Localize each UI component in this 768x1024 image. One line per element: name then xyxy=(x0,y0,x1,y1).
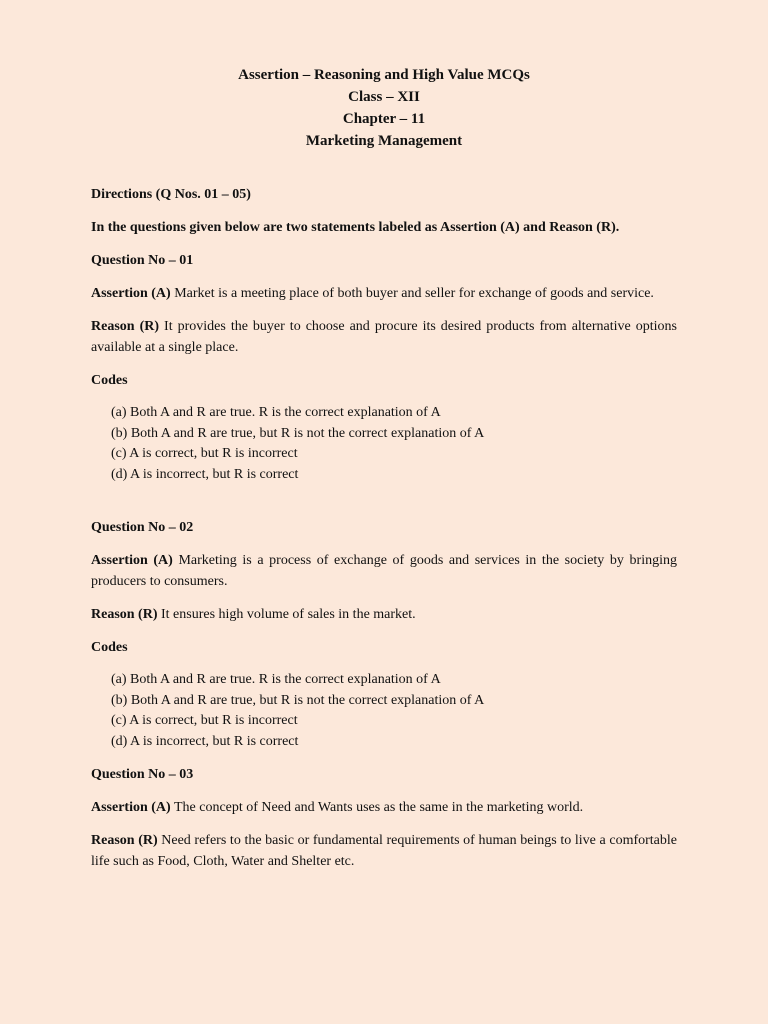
assertion-03 xyxy=(91,797,677,818)
code-option-b: (b) Both A and R are true, but R is not the correct explanation of A xyxy=(111,425,485,441)
document-header xyxy=(0,64,768,152)
directions-instruction: In the questions given below are two statements labeled as Assertion (A) and Reason (R). xyxy=(91,220,620,235)
code-option-d: (d) A is incorrect, but R is correct xyxy=(111,466,299,482)
reason-text: Need refers to the basic or fundamental requirements of human beings to live a comfortable life such as Food, Cloth, Water and Shelter etc. xyxy=(91,833,677,869)
reason-label: Reason (R) xyxy=(91,319,160,334)
assertion-text: Marketing is a process of exchange of goods and services in the society by bringing producers to consumers. xyxy=(91,553,677,589)
reason-text: It provides the buyer to choose and procure its desired products from alternative options available at a single place. xyxy=(91,319,678,355)
reason-01 xyxy=(91,316,677,358)
header-chapter: Chapter – 11 xyxy=(342,111,426,127)
codes-list-01 xyxy=(91,403,677,485)
codes-label-01: Codes xyxy=(91,373,128,388)
code-option-a: (a) Both A and R are true. R is the correct explanation of A xyxy=(111,672,441,687)
spacer xyxy=(91,497,677,517)
assertion-label: Assertion (A) xyxy=(91,286,171,301)
assertion-02 xyxy=(91,550,677,592)
codes-list-02 xyxy=(91,670,677,752)
question-heading-02: Question No – 02 xyxy=(91,520,194,535)
code-option-a: (a) Both A and R are true. R is the correct explanation of A xyxy=(111,405,441,420)
header-title: Assertion – Reasoning and High Value MCQs xyxy=(238,67,530,83)
document-body xyxy=(91,184,677,884)
assertion-01 xyxy=(91,283,677,304)
assertion-label: Assertion (A) xyxy=(91,553,173,568)
reason-label: Reason (R) xyxy=(91,607,158,622)
code-option-d: (d) A is incorrect, but R is correct xyxy=(111,733,299,749)
codes-label-02: Codes xyxy=(91,640,128,655)
reason-label: Reason (R) xyxy=(91,833,158,848)
code-option-b: (b) Both A and R are true, but R is not the correct explanation of A xyxy=(111,692,485,708)
reason-text: It ensures high volume of sales in the market. xyxy=(161,607,416,622)
directions-title: Directions (Q Nos. 01 – 05) xyxy=(91,187,251,202)
question-heading-03: Question No – 03 xyxy=(91,767,194,782)
question-heading-01: Question No – 01 xyxy=(91,253,194,268)
header-subject: Marketing Management xyxy=(305,133,463,149)
header-class: Class – XII xyxy=(348,89,420,105)
code-option-c: (c) A is correct, but R is incorrect xyxy=(111,446,298,461)
assertion-label: Assertion (A) xyxy=(91,800,171,815)
assertion-text: Market is a meeting place of both buyer and seller for exchange of goods and service. xyxy=(174,286,654,301)
code-option-c: (c) A is correct, but R is incorrect xyxy=(111,713,298,728)
reason-03 xyxy=(91,830,677,872)
assertion-text: The concept of Need and Wants uses as the same in the marketing world. xyxy=(173,800,584,815)
reason-02 xyxy=(91,604,677,625)
